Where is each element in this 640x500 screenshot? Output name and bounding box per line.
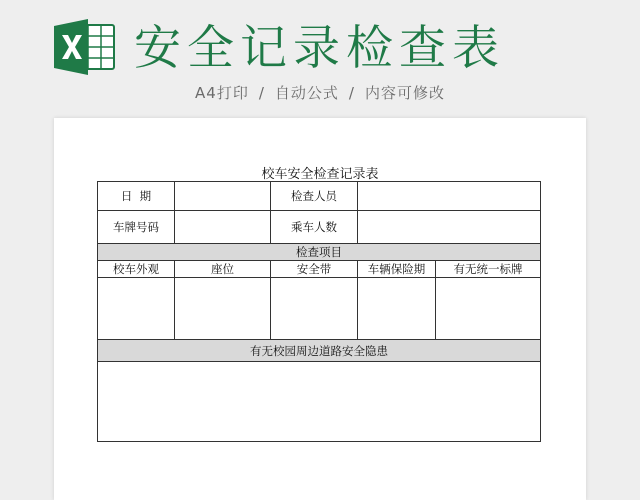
seatbelt-cell[interactable] <box>271 278 358 340</box>
excel-logo-icon <box>54 18 116 76</box>
banner-subtitle <box>0 82 640 103</box>
hazards-notes-cell[interactable] <box>98 362 541 442</box>
header-seatbelt: 安全带 <box>271 261 358 278</box>
table-row <box>98 278 541 340</box>
table-row <box>98 182 541 211</box>
inspection-form-table <box>97 181 541 442</box>
subtitle-separator: / <box>258 84 265 102</box>
table-row <box>98 261 541 278</box>
inspector-value-cell[interactable] <box>358 182 541 211</box>
subtitle-separator: / <box>348 84 355 102</box>
seats-cell[interactable] <box>175 278 271 340</box>
document-page <box>54 118 586 500</box>
table-row <box>98 340 541 362</box>
inspector-label: 检查人员 <box>271 182 358 211</box>
header-bus-exterior: 校车外观 <box>98 261 175 278</box>
passenger-count-label: 乘车人数 <box>271 211 358 244</box>
subtitle-editable: 内容可修改 <box>364 84 445 102</box>
subtitle-print: A4打印 <box>195 84 249 102</box>
subtitle-formula: 自动公式 <box>274 84 339 102</box>
unified-sign-cell[interactable] <box>436 278 541 340</box>
plate-number-label: 车牌号码 <box>98 211 175 244</box>
date-label: 日 期 <box>98 182 175 211</box>
banner <box>0 0 640 110</box>
header-unified-sign: 有无统一标牌 <box>436 261 541 278</box>
insurance-period-cell[interactable] <box>358 278 436 340</box>
passenger-count-value-cell[interactable] <box>358 211 541 244</box>
date-value-cell[interactable] <box>175 182 271 211</box>
plate-number-value-cell[interactable] <box>175 211 271 244</box>
section-header-items: 检查项目 <box>98 244 541 261</box>
bus-exterior-cell[interactable] <box>98 278 175 340</box>
table-row <box>98 211 541 244</box>
section-header-hazards: 有无校园周边道路安全隐患 <box>98 340 541 362</box>
header-seats: 座位 <box>175 261 271 278</box>
banner-title: 安全记录检查表 <box>134 21 505 76</box>
header-insurance-period: 车辆保险期 <box>358 261 436 278</box>
table-row <box>98 244 541 261</box>
table-row <box>98 362 541 442</box>
form-title: 校车安全检查记录表 <box>261 167 379 182</box>
